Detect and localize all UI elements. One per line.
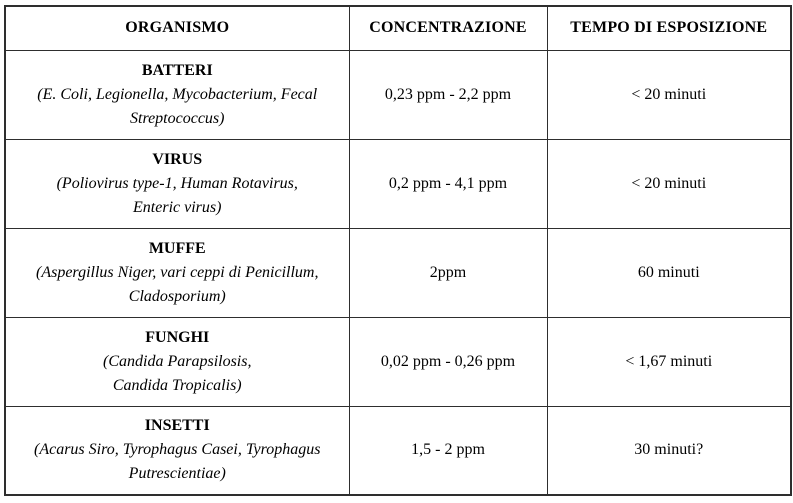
organism-cell (5, 406, 349, 495)
column-header-organismo: ORGANISMO (5, 6, 349, 50)
concentration-cell (349, 50, 547, 139)
organism-cell (5, 228, 349, 317)
concentration-cell (349, 317, 547, 406)
organism-cell (5, 50, 349, 139)
organism-cell (5, 139, 349, 228)
organism-name: FUNGHI (145, 328, 210, 346)
column-header-concentrazione: CONCENTRAZIONE (349, 6, 547, 50)
table-row-funghi (5, 317, 791, 406)
exposure-time-cell (547, 50, 791, 139)
organism-species-line: (Poliovirus type-1, Human Rotavirus, (56, 174, 298, 192)
organism-species-line: Cladosporium) (128, 287, 226, 305)
table-row-batteri (5, 50, 791, 139)
organism-name: BATTERI (141, 61, 213, 79)
organism-cell (5, 317, 349, 406)
organism-name: VIRUS (152, 150, 203, 168)
exposure-time-cell (547, 228, 791, 317)
concentration-value: 0,23 ppm - 2,2 ppm (384, 85, 512, 103)
organism-species-line: Candida Tropicalis) (112, 376, 242, 394)
organisms-table (4, 5, 792, 496)
table-row-insetti (5, 406, 791, 495)
concentration-value: 2ppm (429, 263, 467, 281)
concentration-value: 0,02 ppm - 0,26 ppm (380, 352, 516, 370)
exposure-time-value: 60 minuti (637, 263, 700, 281)
exposure-time-cell (547, 139, 791, 228)
concentration-cell (349, 139, 547, 228)
concentration-value: 1,5 - 2 ppm (411, 441, 485, 459)
exposure-time-value: < 20 minuti (631, 85, 707, 103)
exposure-time-cell (547, 317, 791, 406)
exposure-time-value: 30 minuti? (634, 441, 704, 459)
organism-species-line: (Candida Parapsilosis, (103, 352, 252, 370)
organism-species-line: (Acarus Siro, Tyrophagus Casei, Tyrophagus (33, 441, 321, 459)
organism-name: INSETTI (144, 417, 210, 435)
header-row (5, 6, 791, 50)
organism-species-line: Enteric virus) (133, 198, 222, 216)
exposure-time-cell (547, 406, 791, 495)
exposure-time-value: < 1,67 minuti (625, 352, 713, 370)
column-header-tempo-di-esposizione: TEMPO DI ESPOSIZIONE (547, 6, 791, 50)
organism-species-line: (E. Coli, Legionella, Mycobacterium, Fecal (37, 85, 318, 103)
concentration-cell (349, 406, 547, 495)
organism-species-line: (Aspergillus Niger, vari ceppi di Penicillum, (36, 263, 319, 281)
organism-species-line: Putrescientiae) (128, 465, 226, 483)
table-row-muffe (5, 228, 791, 317)
organism-species-line: Streptococcus) (130, 109, 225, 127)
concentration-value: 0,2 ppm - 4,1 ppm (388, 174, 508, 192)
organism-name: MUFFE (148, 239, 206, 257)
table-row-virus (5, 139, 791, 228)
exposure-time-value: < 20 minuti (631, 174, 707, 192)
concentration-cell (349, 228, 547, 317)
